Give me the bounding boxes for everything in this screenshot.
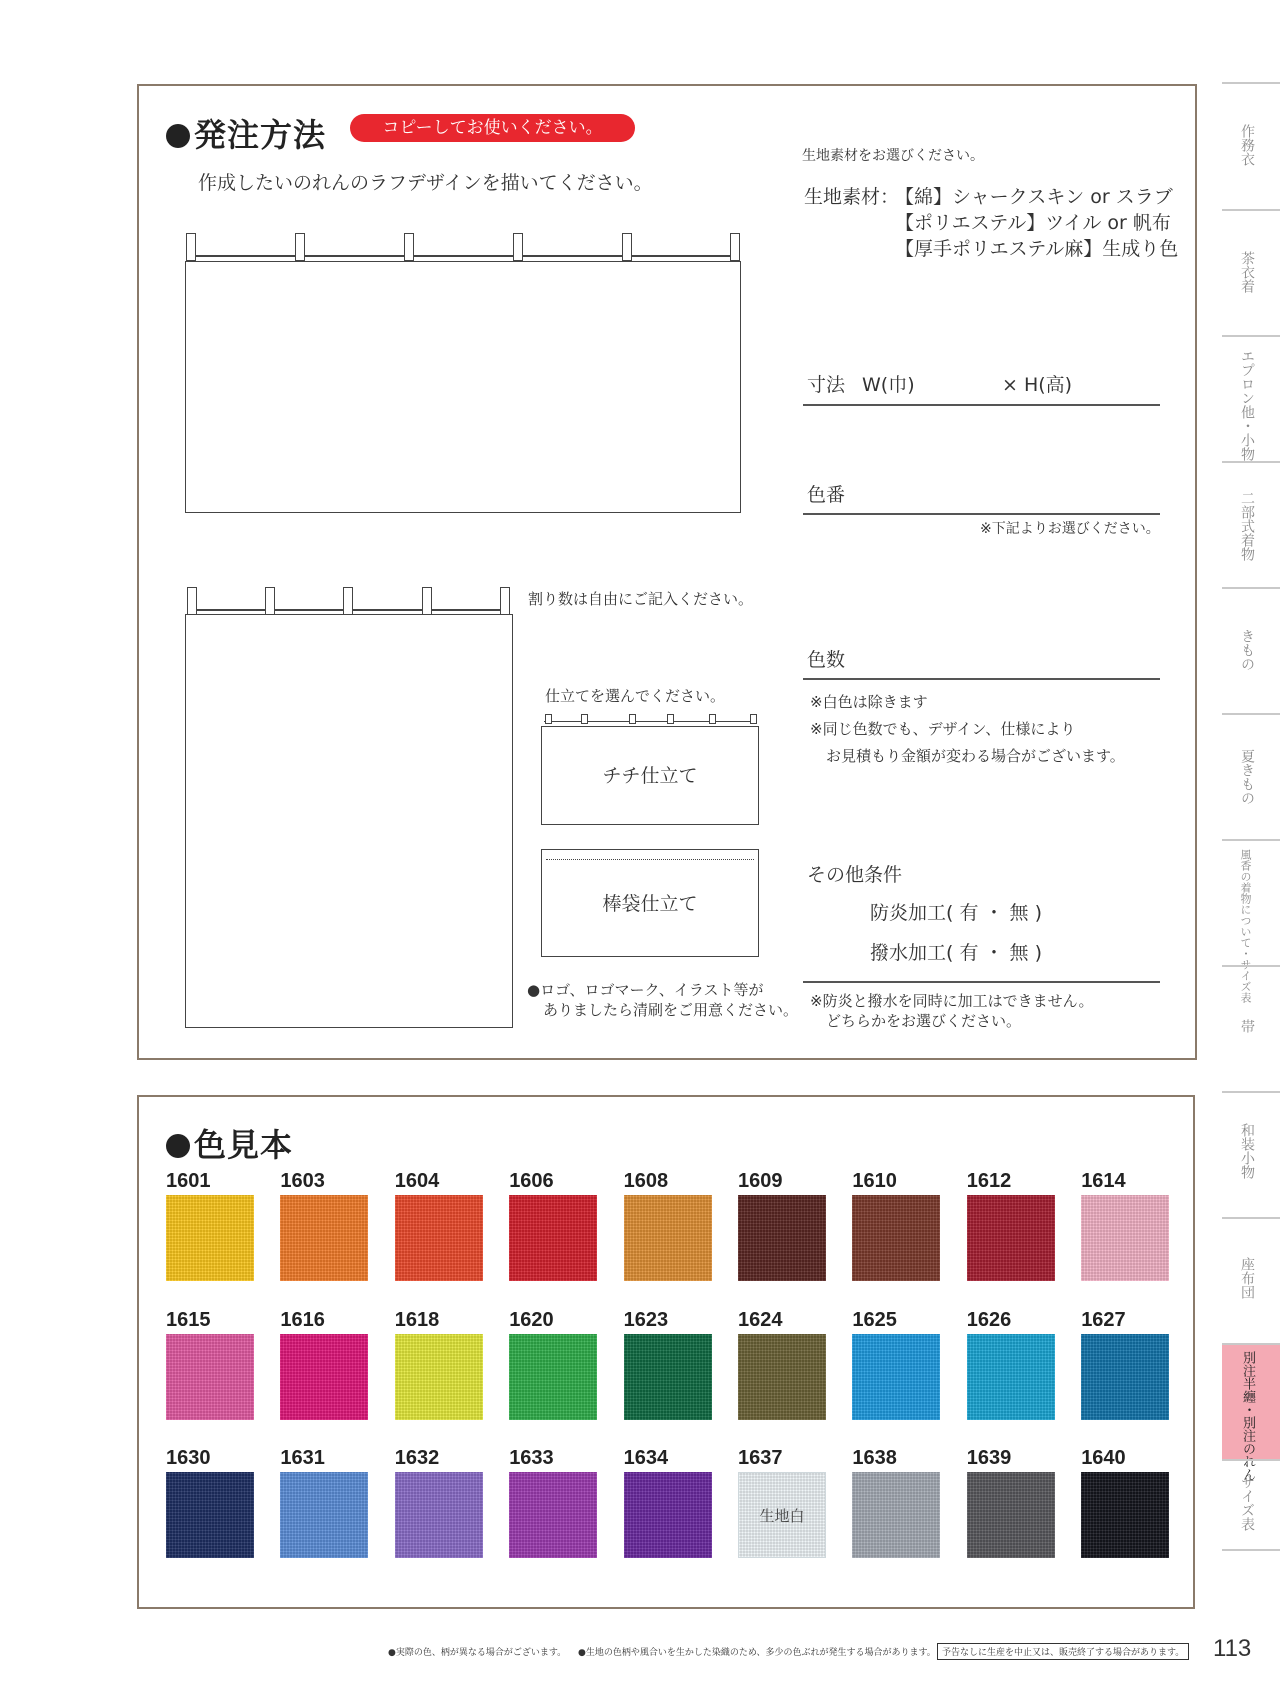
draw-instruction: 作成したいのれんのラフデザインを描いてください。 — [198, 172, 653, 194]
logo-note-line2: ありましたら清刷をご用意ください。 — [543, 1001, 799, 1019]
side-nav-item-apron[interactable] — [1222, 335, 1280, 461]
side-nav-bottom-line — [1222, 1549, 1280, 1551]
waterproof-option[interactable]: 撥水加工( 有 ・ 無 ) — [870, 942, 1042, 964]
swatch-code: 1606 — [509, 1170, 554, 1192]
color-number-label: 色番 — [807, 484, 846, 506]
color-swatch[interactable] — [395, 1472, 483, 1558]
color-swatch[interactable] — [967, 1195, 1055, 1281]
copy-badge: コピーしてお使いください。 — [350, 114, 635, 142]
side-nav-item-label: エプロン他・小物 — [1239, 349, 1255, 461]
swatch-white-label: 生地白 — [759, 1506, 805, 1525]
noren-loop — [622, 233, 632, 261]
page-number: 113 — [1213, 1635, 1252, 1662]
option-rod-line — [544, 721, 754, 722]
color-swatch[interactable] — [852, 1472, 940, 1558]
swatch-code: 1609 — [738, 1170, 783, 1192]
noren-loop — [730, 233, 740, 261]
side-nav-item-label: 別注半纏・別注のれん — [1240, 1351, 1255, 1481]
side-nav-item-label: 帯 — [1239, 1019, 1255, 1033]
option-loop — [709, 714, 716, 724]
swatch-code: 1612 — [966, 1170, 1012, 1192]
option-loop — [629, 714, 636, 724]
other-conditions-line — [803, 981, 1160, 983]
noren-loop — [187, 587, 197, 615]
noren-loop — [295, 233, 305, 261]
side-nav-item-fuka-size[interactable] — [1222, 839, 1280, 1003]
noren-loop — [422, 587, 432, 615]
bullet-icon — [166, 1134, 190, 1158]
swatch-code: 1601 — [166, 1170, 211, 1192]
finish-option-bobukuro[interactable] — [541, 849, 759, 957]
swatch-code: 1616 — [280, 1308, 325, 1331]
color-swatch[interactable] — [1081, 1472, 1169, 1558]
color-swatch[interactable] — [852, 1334, 940, 1420]
side-nav-item-kimono[interactable] — [1222, 587, 1280, 713]
fabric-option-thick-polyester-linen[interactable]: 【厚手ポリエステル麻】生成り色 — [895, 238, 1179, 260]
color-swatch[interactable] — [1081, 1334, 1169, 1420]
swatch-code: 1608 — [623, 1170, 669, 1192]
dotted-line — [546, 859, 754, 860]
option-loop — [545, 714, 552, 724]
color-swatch[interactable] — [967, 1334, 1055, 1420]
noren-loop — [404, 233, 414, 261]
size-label: 寸法 — [807, 374, 846, 396]
noren-loop — [343, 587, 353, 615]
swatch-code: 1637 — [738, 1447, 783, 1469]
swatch-code: 1634 — [623, 1447, 669, 1469]
color-swatch[interactable] — [166, 1195, 254, 1281]
split-note: 割り数は自由にご記入ください。 — [528, 590, 754, 608]
noren-loop — [513, 233, 523, 261]
color-count-note-3: お見積もり金額が変わる場合がございます。 — [826, 747, 1125, 765]
swatch-code: 1640 — [1081, 1447, 1126, 1469]
swatch-code: 1631 — [280, 1447, 325, 1469]
color-swatch[interactable] — [280, 1334, 368, 1420]
swatch-code: 1610 — [852, 1170, 897, 1192]
color-count-note-2: ※同じ色数でも、デザイン、仕様により — [810, 720, 1076, 738]
fabric-option-cotton[interactable]: 【綿】シャークスキン or スラブ — [895, 186, 1173, 208]
color-swatch[interactable] — [395, 1195, 483, 1281]
finish-option-chichi-label: チチ仕立て — [602, 765, 698, 787]
option-loop — [581, 714, 588, 724]
logo-note-line1: ●ロゴ、ロゴマーク、イラスト等が — [527, 981, 764, 999]
side-nav-item-label: 夏きもの — [1239, 749, 1255, 805]
color-swatch-title-text: 色見本 — [194, 1126, 294, 1164]
side-nav-item-label: 座布団 — [1239, 1257, 1255, 1299]
swatch-code: 1639 — [966, 1447, 1012, 1469]
side-nav-item-summer-kimono[interactable] — [1222, 713, 1280, 839]
order-method-title-text: 発注方法 — [194, 116, 327, 154]
swatch-code: 1625 — [852, 1308, 897, 1331]
color-swatch[interactable] — [166, 1334, 254, 1420]
color-count-note-1: ※白色は除きます — [810, 693, 928, 711]
size-field[interactable] — [803, 404, 1160, 406]
color-count-label: 色数 — [807, 649, 846, 671]
fabric-prompt: 生地素材をお選びください。 — [802, 148, 984, 164]
finish-option-chichi[interactable] — [541, 726, 759, 825]
width-label: W(巾) — [862, 374, 915, 396]
side-nav-item-zabuton[interactable] — [1222, 1217, 1280, 1343]
side-nav-item-obi[interactable] — [1222, 965, 1280, 1091]
noren-loop — [186, 233, 196, 261]
height-label: × H(高) — [1002, 374, 1073, 396]
finish-prompt: 仕立てを選んでください。 — [545, 687, 726, 705]
side-nav-item-label: 作務衣 — [1239, 124, 1255, 166]
fabric-option-polyester[interactable]: 【ポリエステル】ツイル or 帆布 — [895, 212, 1171, 234]
option-loop — [750, 714, 757, 724]
swatch-code: 1620 — [509, 1308, 554, 1331]
rod-line — [191, 255, 734, 257]
side-nav-item-label: 風香の着物について・サイズ表 — [1239, 849, 1252, 1003]
flameproof-option[interactable]: 防炎加工( 有 ・ 無 ) — [870, 902, 1042, 924]
side-nav-item-label: きもの — [1239, 629, 1255, 671]
swatch-code: 1614 — [1081, 1170, 1126, 1192]
noren-loop — [265, 587, 275, 615]
side-nav-item-size-chart[interactable] — [1222, 1459, 1280, 1549]
side-nav-item-two-piece-kimono[interactable] — [1222, 461, 1280, 587]
swatch-code: 1626 — [966, 1308, 1012, 1331]
side-nav-item-chaigi[interactable] — [1222, 209, 1280, 335]
swatch-code: 1633 — [509, 1447, 554, 1469]
noren-drawing-area-tall[interactable] — [185, 614, 513, 1028]
color-swatch[interactable] — [738, 1472, 826, 1558]
noren-loop — [500, 587, 510, 615]
swatch-code: 1604 — [394, 1170, 440, 1192]
swatch-code: 1632 — [394, 1447, 440, 1469]
color-swatch[interactable] — [166, 1472, 254, 1558]
color-swatch[interactable] — [509, 1472, 597, 1558]
footer-note-1: ●実際の色、柄が異なる場合がございます。 — [388, 1648, 567, 1658]
color-swatch[interactable] — [967, 1472, 1055, 1558]
side-nav-item-label: 二部式着物 — [1239, 491, 1255, 561]
side-nav-item-custom-hanten-noren[interactable] — [1222, 1343, 1280, 1481]
color-swatch[interactable] — [624, 1334, 712, 1420]
color-swatch[interactable] — [280, 1472, 368, 1558]
treatment-note-1: ※防炎と撥水を同時に加工はできません。 — [810, 992, 1094, 1010]
bullet-icon — [166, 124, 190, 148]
side-nav-item-label: 茶衣着 — [1239, 251, 1255, 293]
color-swatch[interactable] — [280, 1195, 368, 1281]
swatch-code: 1627 — [1081, 1308, 1126, 1331]
side-nav-item-wasou-komono[interactable] — [1222, 1091, 1280, 1217]
color-swatch-title — [166, 1120, 293, 1166]
fabric-label: 生地素材： — [804, 186, 900, 208]
color-number-note: ※下記よりお選びください。 — [980, 521, 1160, 537]
swatch-code: 1630 — [166, 1447, 211, 1469]
footer-note-2: ●生地の色柄や風合いを生かした染織のため、多少の色ぶれが発生する場合があります。 — [578, 1648, 936, 1658]
side-nav-item-label: サイズ表 — [1239, 1475, 1255, 1531]
treatment-note-2: どちらかをお選びください。 — [826, 1012, 1022, 1030]
side-nav-item-samue[interactable] — [1222, 82, 1280, 209]
swatch-code: 1638 — [852, 1447, 897, 1469]
color-swatch[interactable] — [624, 1195, 712, 1281]
color-swatch[interactable] — [624, 1472, 712, 1558]
swatch-code: 1618 — [394, 1308, 440, 1331]
side-nav-item-label: 和装小物 — [1239, 1123, 1255, 1179]
color-count-field[interactable] — [803, 678, 1160, 680]
color-swatch[interactable] — [509, 1195, 597, 1281]
color-swatch[interactable] — [738, 1334, 826, 1420]
swatch-code: 1623 — [623, 1308, 669, 1331]
noren-drawing-area-wide[interactable] — [185, 261, 741, 513]
color-swatch[interactable] — [1081, 1195, 1169, 1281]
color-swatch[interactable] — [395, 1334, 483, 1420]
footer-boxed-note: 予告なしに生産を中止又は、販売終了する場合があります。 — [937, 1643, 1189, 1660]
color-swatch[interactable] — [509, 1334, 597, 1420]
option-loop — [667, 714, 674, 724]
order-method-title — [166, 110, 326, 156]
swatch-code: 1624 — [738, 1308, 783, 1331]
color-swatch[interactable] — [738, 1195, 826, 1281]
color-swatch[interactable] — [852, 1195, 940, 1281]
color-number-field[interactable] — [803, 513, 1160, 515]
swatch-code: 1615 — [166, 1308, 211, 1331]
other-conditions-label: その他条件 — [807, 864, 903, 886]
swatch-code: 1603 — [280, 1170, 325, 1192]
finish-option-bobukuro-label: 棒袋仕立て — [602, 893, 698, 915]
